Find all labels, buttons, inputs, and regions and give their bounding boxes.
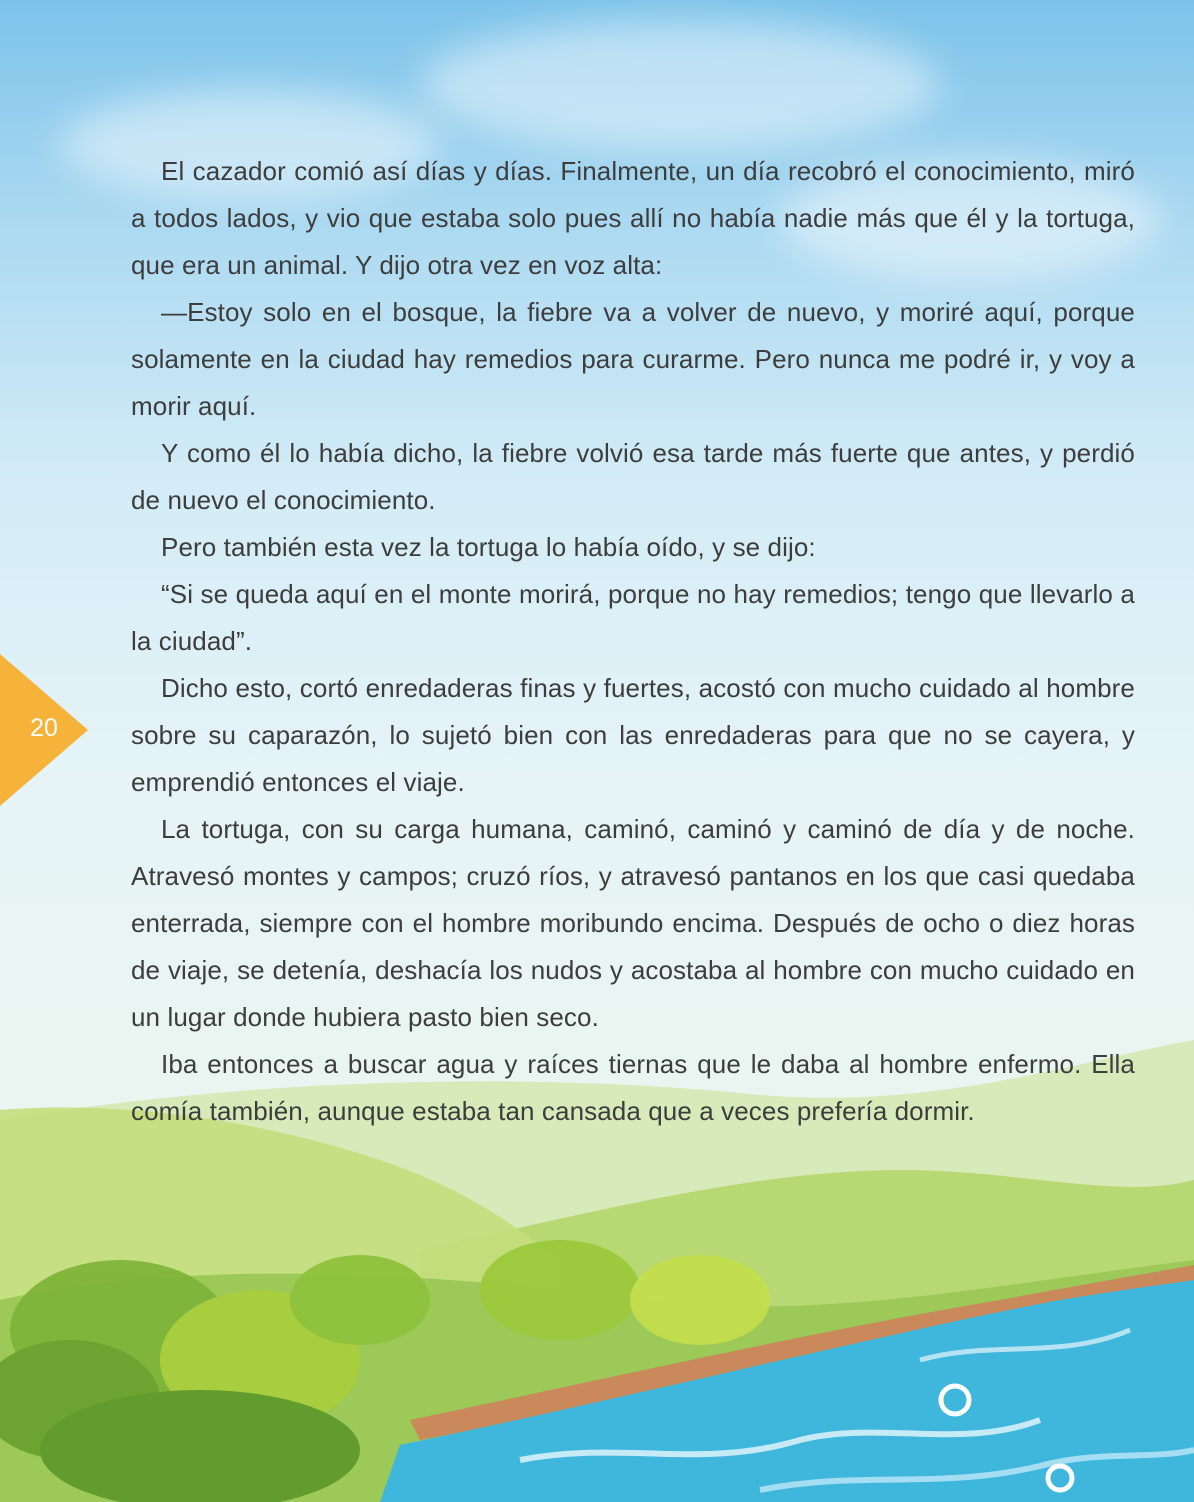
page-number: 20 xyxy=(30,714,58,742)
paragraph: Pero también esta vez la tortuga lo había oído, y se dijo: xyxy=(161,532,816,562)
paragraph: —Estoy solo en el bosque, la fiebre va a volver de nuevo, y moriré aquí, porque solamente en la ciudad hay remedios para curarme. Pero nunca me podré ir, y voy a morir aquí. xyxy=(131,297,1135,421)
story-text xyxy=(131,148,1135,1135)
paragraph: Iba entonces a buscar agua y raíces tiernas que le daba al hombre enfermo. Ella comía también, aunque estaba tan cansada que a veces prefería dormir. xyxy=(131,1049,1135,1126)
paragraph: Y como él lo había dicho, la fiebre volvió esa tarde más fuerte que antes, y perdió de nuevo el conocimiento. xyxy=(131,438,1135,515)
paragraph: Dicho esto, cortó enredaderas finas y fuertes, acostó con mucho cuidado al hombre sobre su caparazón, lo sujetó bien con las enredaderas para que no se cayera, y emprendió entonces el viaje. xyxy=(131,673,1135,797)
paragraph: El cazador comió así días y días. Finalmente, un día recobró el conocimiento, miró a todos lados, y vio que estaba solo pues allí no había nadie más que él y la tortuga, que era un animal. Y dijo otra vez en voz alta: xyxy=(131,156,1135,280)
paragraph: “Si se queda aquí en el monte morirá, porque no hay remedios; tengo que llevarlo a la ciudad”. xyxy=(131,579,1135,656)
paragraph: La tortuga, con su carga humana, caminó, caminó y caminó de día y de noche. Atravesó montes y campos; cruzó ríos, y atravesó pantanos en los que casi quedaba enterrada, siempre con el hombre moribundo encima. Después de ocho o diez horas de viaje, se detenía, deshacía los nudos y acostaba al hombre con mucho cuidado en un lugar donde hubiera pasto bien seco. xyxy=(131,814,1135,1032)
